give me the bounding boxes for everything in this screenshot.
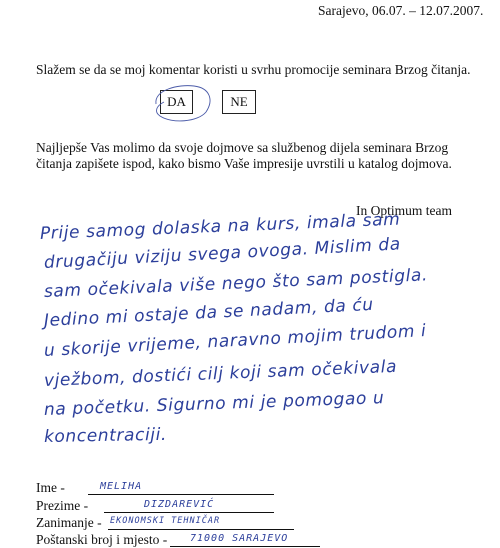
last-name-label: Prezime - [36, 498, 89, 513]
comment-line: na početku. Sigurno mi je pomogao u [43, 388, 385, 420]
instruction-text [36, 140, 452, 172]
consent-yes-checkbox[interactable]: DA [160, 90, 193, 114]
comment-line: koncentraciji. [43, 424, 168, 447]
instruction-line-1: Najljepše Vas molimo da svoje dojmove sa službenog dijela seminara Brzog [36, 140, 449, 155]
occupation-label: Zanimanje - [36, 515, 102, 530]
consent-no-checkbox[interactable]: NE [222, 90, 256, 114]
comment-line: u skorije vrijeme, naravno mojim trudom i [43, 320, 427, 361]
place-date: Sarajevo, 06.07. – 12.07.2007. [318, 3, 484, 18]
selection-circle-mark [148, 80, 218, 126]
comment-line: vježbom, dostići cilj koji sam očekivala [43, 356, 398, 391]
last-name-field[interactable]: DIZDAREVIĆ [104, 499, 274, 513]
comment-line: Prije samog dolaska na kurs, imala sam [39, 209, 401, 244]
postal-code-label: Poštanski broj i mjesto - [36, 532, 168, 547]
first-name-label: Ime - [36, 480, 65, 495]
instruction-line-2: čitanja zapišete ispod, kako bismo Vaše impresije uvrstili u katalog dojmova. [36, 156, 452, 171]
comment-line: sam očekivala više nego što sam postigla. [43, 265, 429, 302]
team-signature: In Optimum team [356, 203, 452, 218]
postal-code-field[interactable]: 71000 SARAJEVO [170, 533, 320, 547]
occupation-field[interactable]: EKONOMSKI TEHNIČAR [108, 516, 294, 530]
comment-line: drugačiju viziju svega ovoga. Mislim da [43, 234, 402, 273]
first-name-field[interactable]: MELIHA [88, 481, 274, 495]
consent-statement: Slažem se da se moj komentar koristi u svrhu promocije seminara Brzog čitanja. [36, 62, 471, 77]
comment-line: Jedino mi ostaje da se nadam, da ću [43, 294, 375, 331]
